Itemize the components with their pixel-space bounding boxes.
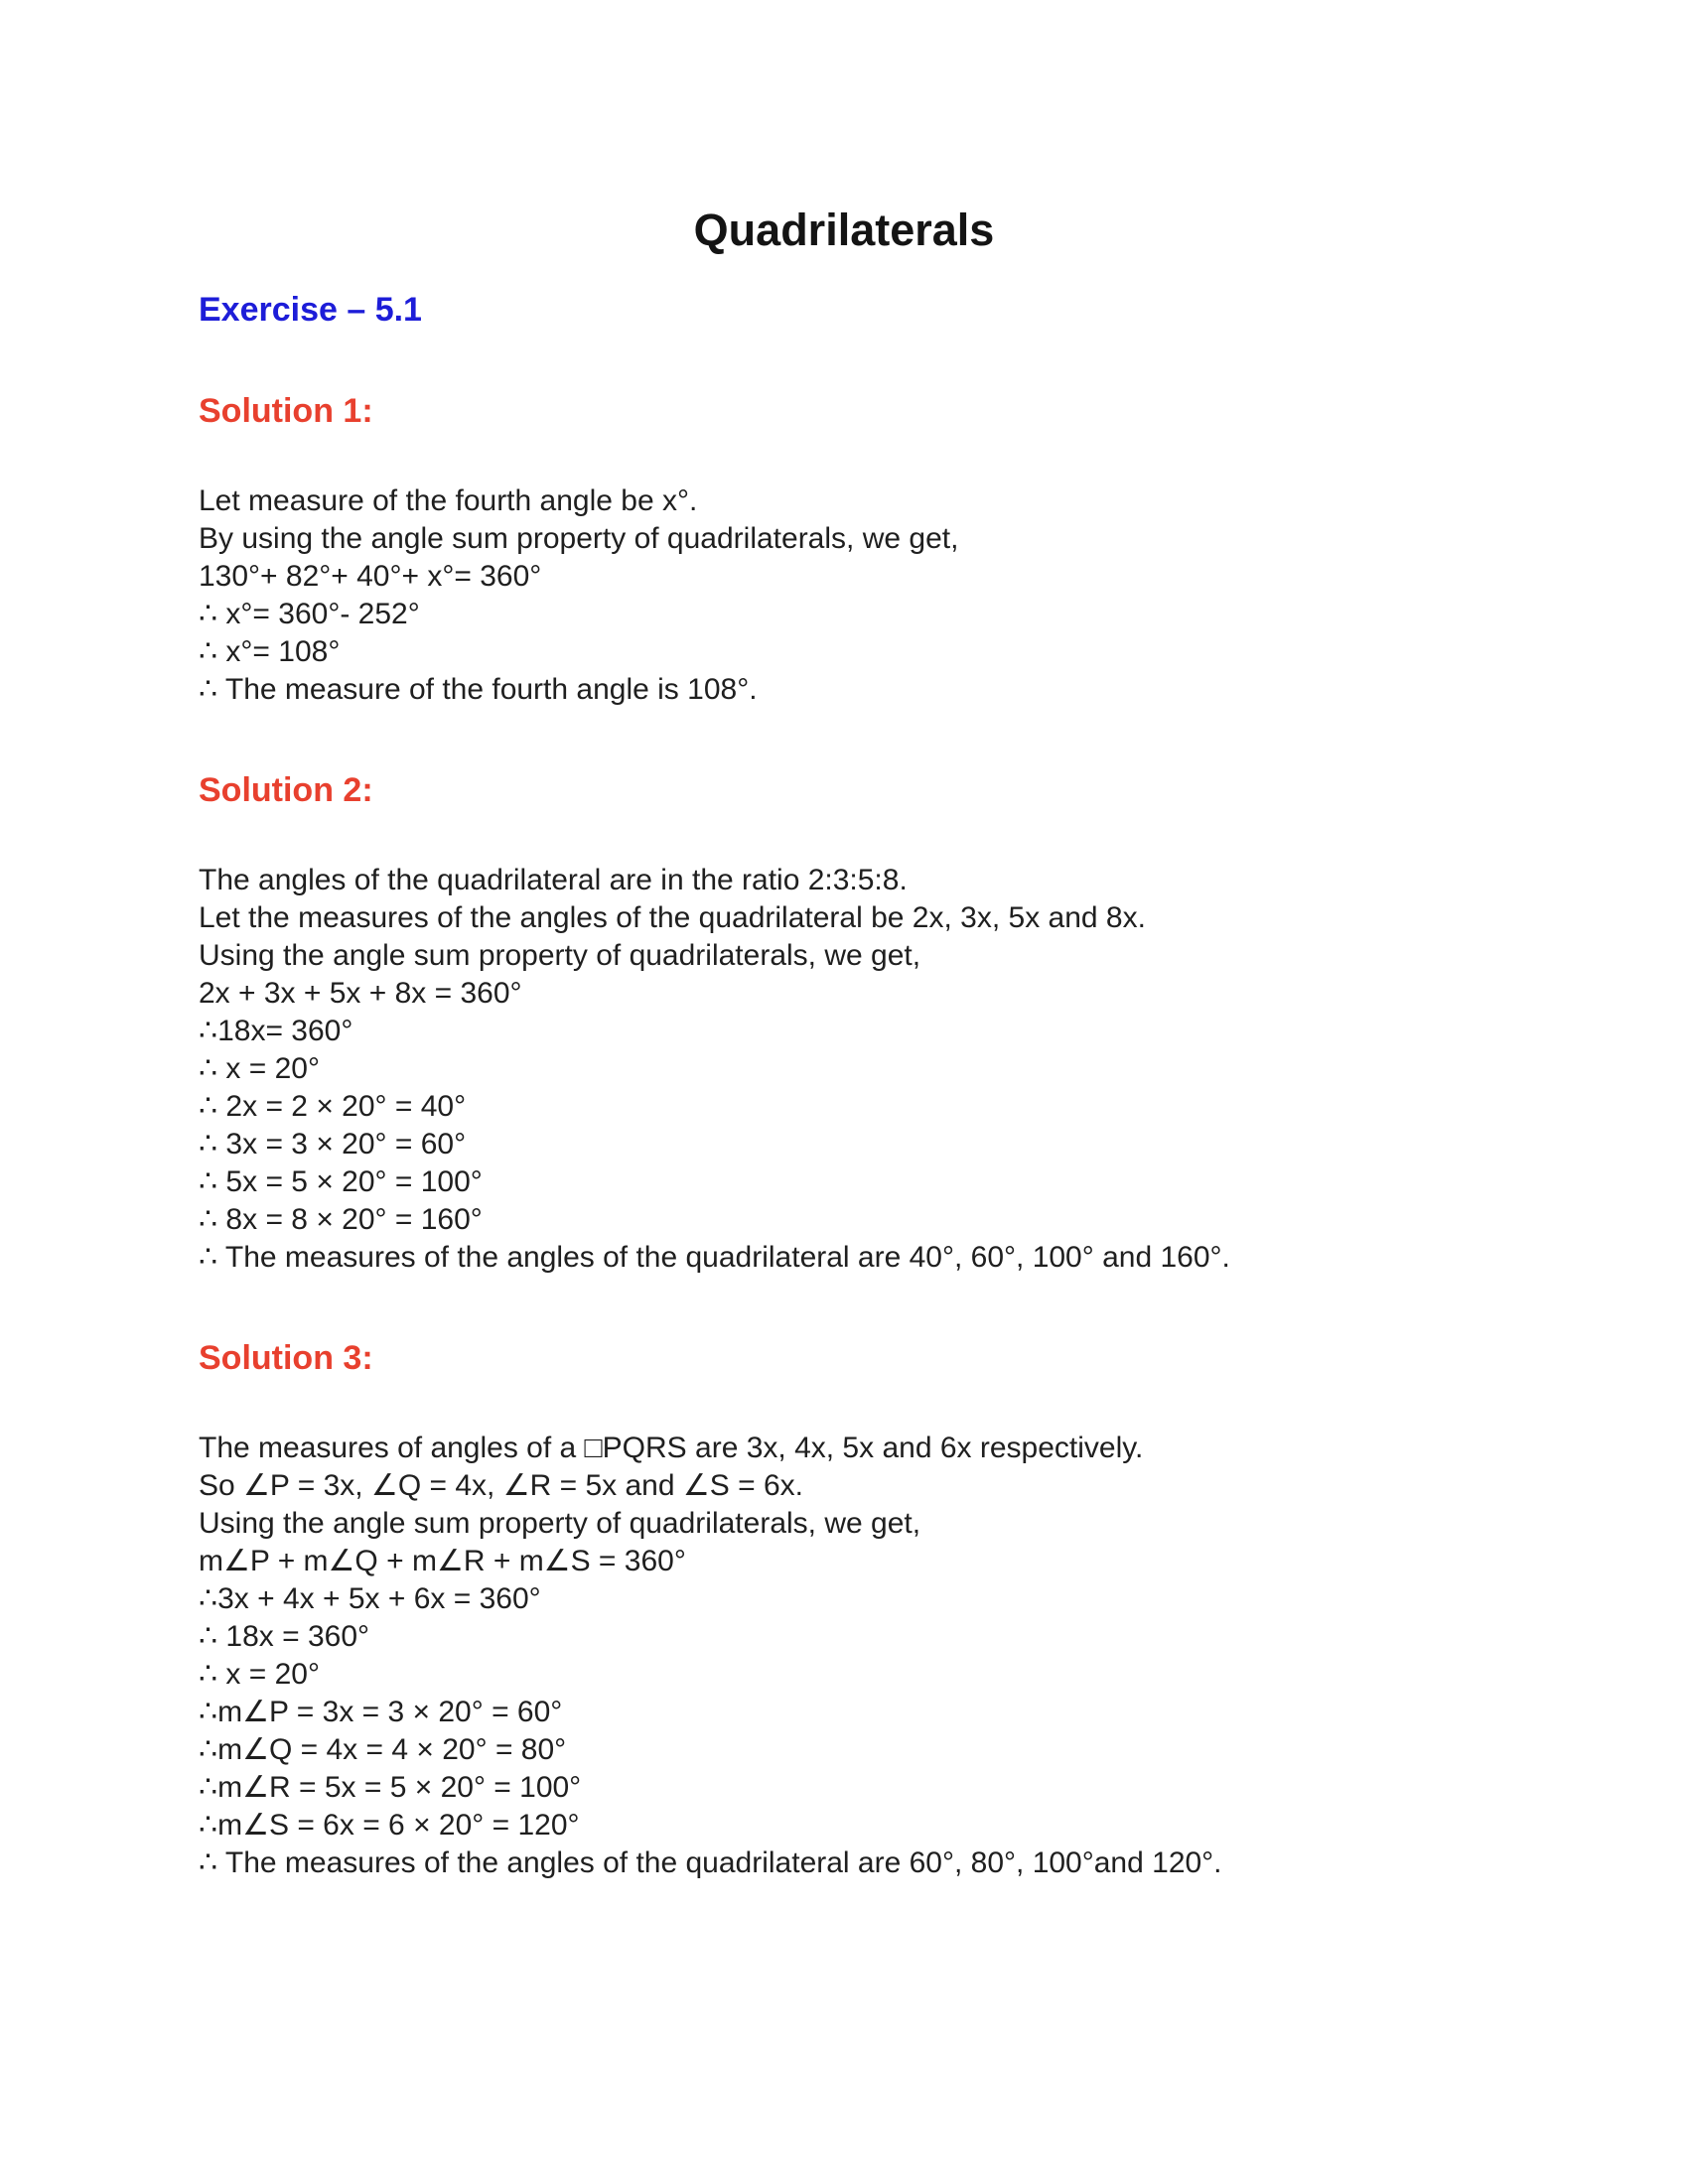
- solution-line: ∴ The measure of the fourth angle is 108°.: [199, 673, 758, 706]
- solution-line: Let measure of the fourth angle be x°.: [199, 484, 698, 517]
- solution-line: ∴ The measures of the angles of the quadrilateral are 40°, 60°, 100° and 160°.: [199, 1241, 1230, 1274]
- solution-line: ∴ x = 20°: [199, 1658, 320, 1691]
- solution-line: Let the measures of the angles of the quadrilateral be 2x, 3x, 5x and 8x.: [199, 901, 1146, 934]
- solution-line: 2x + 3x + 5x + 8x = 360°: [199, 977, 522, 1010]
- solution-line: ∴ x°= 108°: [199, 635, 341, 668]
- solution-line: 130°+ 82°+ 40°+ x°= 360°: [199, 560, 542, 593]
- solution-line: So ∠P = 3x, ∠Q = 4x, ∠R = 5x and ∠S = 6x.: [199, 1469, 803, 1502]
- solution-line: ∴ x°= 360°- 252°: [199, 598, 420, 630]
- solution-section-3: [199, 1338, 1489, 1882]
- solution-line: Using the angle sum property of quadrilaterals, we get,: [199, 1507, 921, 1540]
- solution-line: The angles of the quadrilateral are in the ratio 2:3:5:8.: [199, 864, 908, 896]
- solution-3-body: [199, 1430, 1489, 1882]
- solution-line: ∴ x = 20°: [199, 1052, 320, 1085]
- solution-line: ∴ 8x = 8 × 20° = 160°: [199, 1203, 483, 1236]
- solution-line: Using the angle sum property of quadrilaterals, we get,: [199, 939, 921, 972]
- solution-line: ∴m∠R = 5x = 5 × 20° = 100°: [199, 1771, 582, 1804]
- solution-line: ∴18x= 360°: [199, 1015, 353, 1047]
- solution-1-heading: Solution 1:: [199, 392, 373, 430]
- solution-3-heading: Solution 3:: [199, 1339, 373, 1377]
- solution-line: ∴3x + 4x + 5x + 6x = 360°: [199, 1582, 541, 1615]
- solution-line: ∴m∠Q = 4x = 4 × 20° = 80°: [199, 1733, 567, 1766]
- solution-line: m∠P + m∠Q + m∠R + m∠S = 360°: [199, 1545, 686, 1577]
- solution-2-heading: Solution 2:: [199, 771, 373, 809]
- solution-line: ∴ The measures of the angles of the quadrilateral are 60°, 80°, 100°and 120°.: [199, 1846, 1222, 1879]
- page-title: Quadrilaterals: [693, 205, 995, 255]
- solution-line: By using the angle sum property of quadrilaterals, we get,: [199, 522, 959, 555]
- solution-line: ∴ 2x = 2 × 20° = 40°: [199, 1090, 467, 1123]
- solution-section-2: [199, 770, 1489, 1277]
- solution-line: ∴m∠S = 6x = 6 × 20° = 120°: [199, 1809, 580, 1842]
- solution-section-1: [199, 391, 1489, 709]
- exercise-heading: Exercise – 5.1: [199, 291, 422, 329]
- solution-line: ∴ 5x = 5 × 20° = 100°: [199, 1165, 483, 1198]
- solution-line: The measures of angles of a □PQRS are 3x, 4x, 5x and 6x respectively.: [199, 1432, 1144, 1464]
- solution-line: ∴ 3x = 3 × 20° = 60°: [199, 1128, 467, 1160]
- solution-1-body: [199, 482, 1489, 709]
- solution-2-body: [199, 862, 1489, 1277]
- solution-line: ∴ 18x = 360°: [199, 1620, 370, 1653]
- solution-line: ∴m∠P = 3x = 3 × 20° = 60°: [199, 1696, 563, 1728]
